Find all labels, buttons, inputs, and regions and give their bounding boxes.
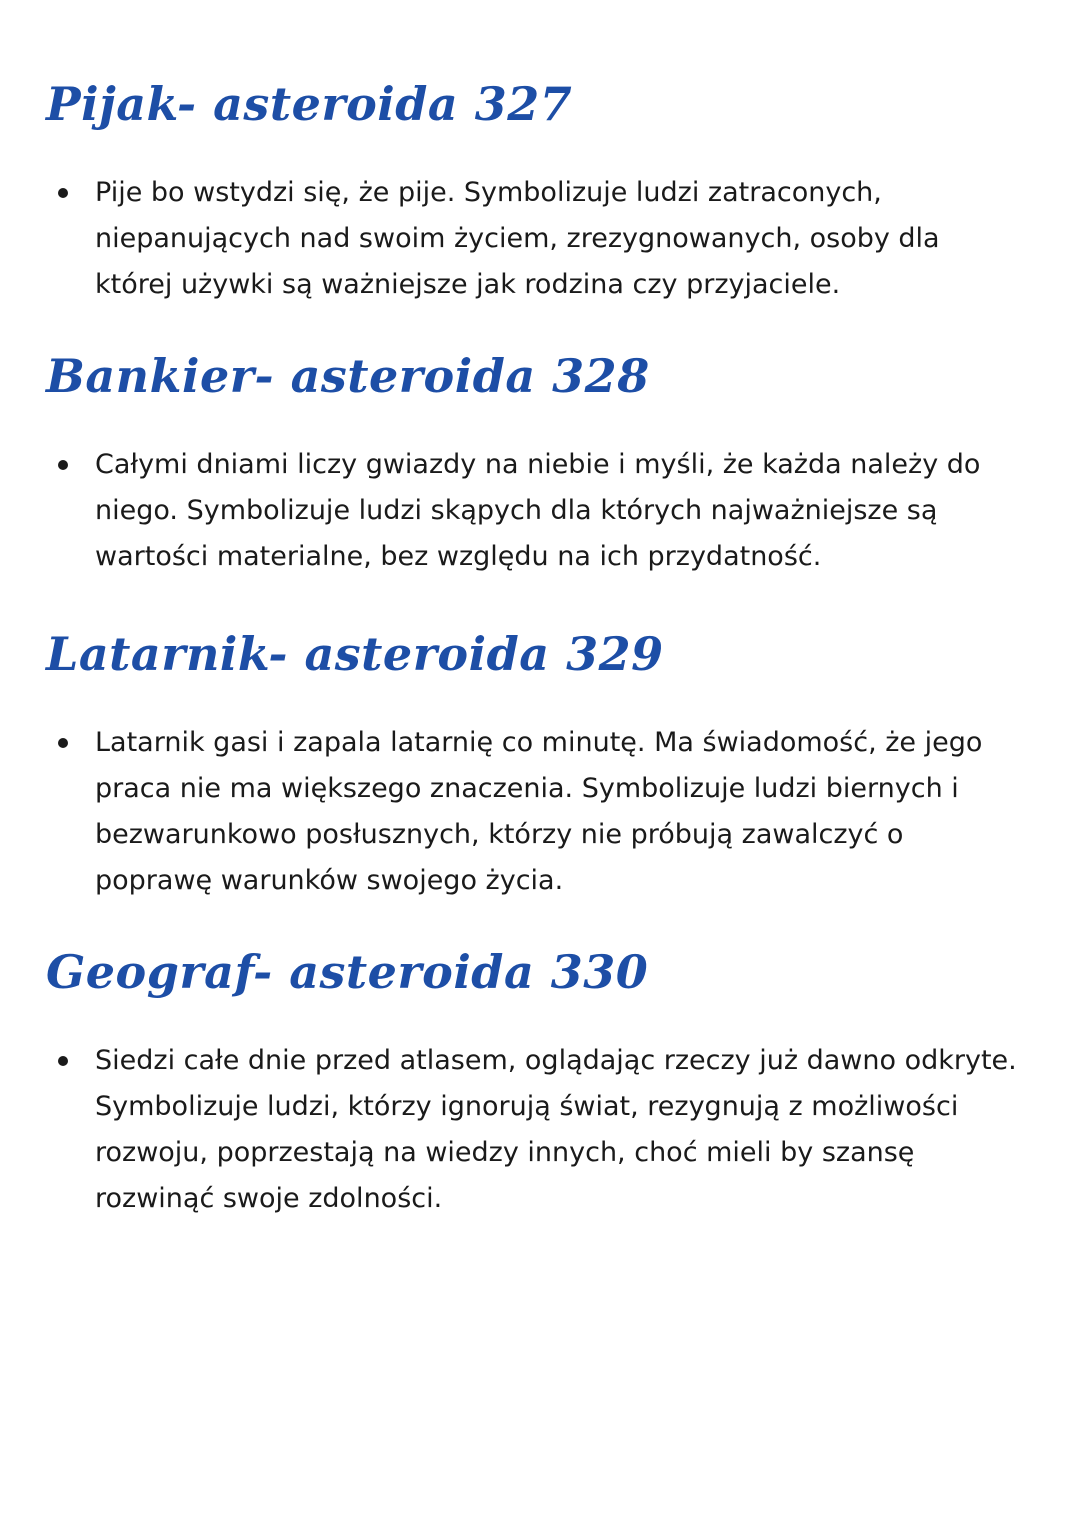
section-pijak — [46, 76, 1046, 308]
section-geograf — [46, 944, 1046, 1222]
section-bankier — [46, 348, 1046, 580]
spacer — [46, 1000, 1046, 1038]
bullet-text: Siedzi całe dnie przed atlasem, oglądając rzeczy już dawno odkryte. Symbolizuje ludzi, którzy ignorują świat, rezygnują z możliwości rozwoju, poprzestają na wiedzy innych, choć mieli by szansę rozwinąć swoje zdolności. — [95, 1045, 1017, 1214]
bullet-item — [46, 170, 1025, 308]
spacer — [46, 404, 1046, 442]
bullet-icon — [58, 188, 68, 198]
bullet-icon — [58, 460, 68, 470]
bullet-list — [46, 442, 1046, 580]
bullet-text: Całymi dniami liczy gwiazdy na niebie i myśli, że każda należy do niego. Symbolizuje ludzi skąpych dla których najważniejsze są wartości materialne, bez względu na ich przydatność. — [95, 449, 981, 572]
section-heading: Geograf- asteroida 330 — [46, 945, 649, 999]
bullet-icon — [58, 738, 68, 748]
section-heading: Latarnik- asteroida 329 — [46, 627, 664, 681]
section-latarnik — [46, 626, 1046, 904]
section-heading: Bankier- asteroida 328 — [46, 349, 650, 403]
bullet-item — [46, 442, 1025, 580]
bullet-list — [46, 720, 1046, 904]
section-heading: Pijak- asteroida 327 — [46, 77, 573, 131]
bullet-list — [46, 170, 1046, 308]
bullet-text: Pije bo wstydzi się, że pije. Symbolizuje ludzi zatraconych, niepanujących nad swoim życiem, zrezygnowanych, osoby dla której używki są ważniejsze jak rodzina czy przyjaciele. — [95, 177, 940, 300]
bullet-text: Latarnik gasi i zapala latarnię co minutę. Ma świadomość, że jego praca nie ma większego znaczenia. Symbolizuje ludzi biernych i bezwarunkowo posłusznych, którzy nie próbują zawalczyć o poprawę warunków swojego życia. — [95, 727, 983, 896]
bullet-item — [46, 720, 1025, 904]
spacer — [46, 132, 1046, 170]
spacer — [46, 682, 1046, 720]
bullet-icon — [58, 1056, 68, 1066]
bullet-list — [46, 1038, 1046, 1222]
bullet-item — [46, 1038, 1025, 1222]
